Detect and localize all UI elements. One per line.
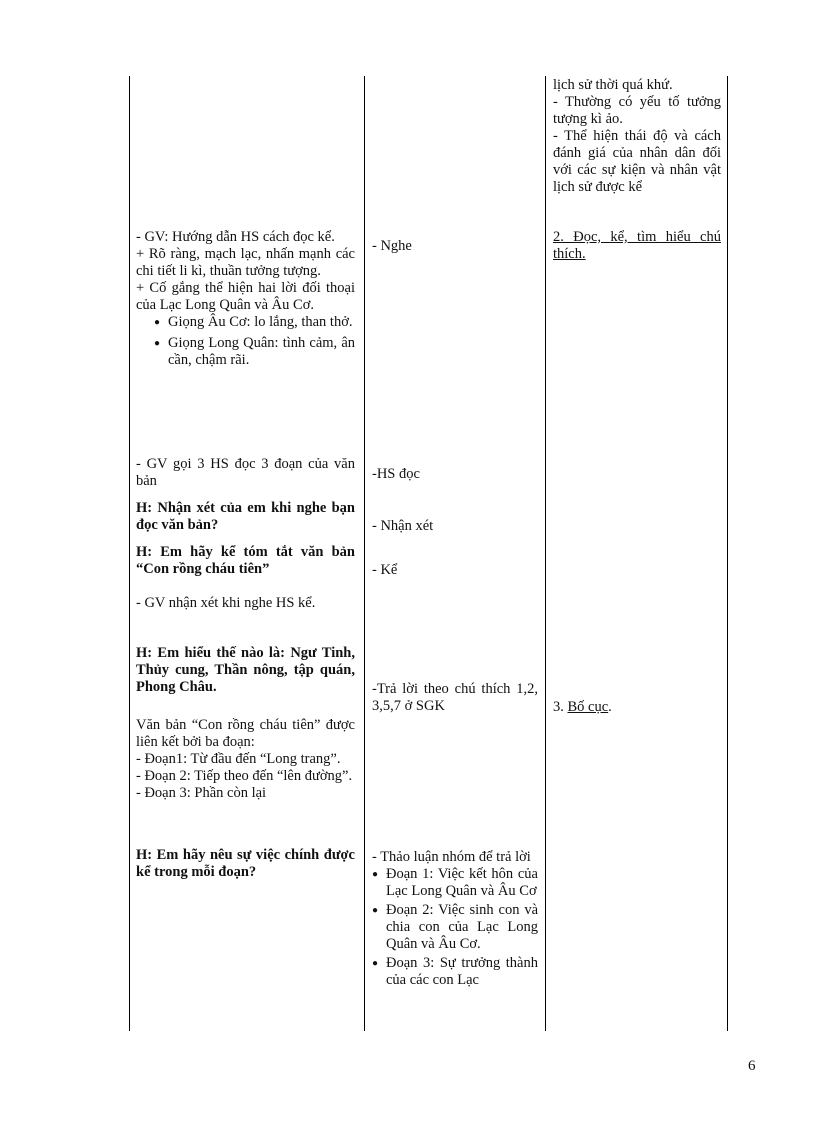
col2-discuss-block	[372, 849, 538, 989]
col2-discuss: - Thảo luận nhóm để trả lời	[372, 849, 531, 865]
col3-heading-2: 2. Đọc, kể, tìm hiểu chú thích.	[553, 229, 721, 262]
gv-guide: - GV: Hướng dẫn HS cách đọc kể.	[136, 229, 335, 245]
col2-hs-read: -HS đọc	[372, 466, 420, 482]
col2-listen: - Nghe	[372, 238, 412, 254]
question-4: H: Em hãy nêu sự việc chính được kể trong mỗi đoạn?	[136, 847, 355, 880]
bullet-text: Đoạn 3: Sự trưởng thành của các con Lạc	[386, 955, 538, 988]
bullet-text: Đoạn 2: Việc sinh con và chia con của Lạc Long Quân và Âu Cơ.	[386, 902, 538, 952]
plus-item-2: + Cố gắng thể hiện hai lời đối thoại của Lạc Long Quân và Âu Cơ.	[136, 280, 355, 313]
table-border-left	[129, 76, 130, 1031]
bullet-icon: ●	[154, 317, 161, 328]
bullet-icon: ●	[372, 958, 379, 969]
bullet-text: Đoạn 1: Việc kết hôn của Lạc Long Quân và Âu Cơ	[386, 866, 538, 899]
table-border-right	[727, 76, 728, 1031]
col3-summary	[553, 77, 721, 196]
gv-comment: - GV nhận xét khi nghe HS kể.	[136, 595, 316, 611]
heading3-link: Bố cục	[567, 699, 609, 715]
table-border-col2	[545, 76, 546, 1031]
list-item	[372, 955, 538, 989]
gv-call: - GV gọi 3 HS đọc 3 đoạn của văn bản	[136, 456, 355, 489]
heading3-suffix: .	[608, 699, 612, 715]
col2-comment: - Nhận xét	[372, 518, 434, 534]
col3-line: - Thể hiện thái độ và cách đánh giá của nhân dân đối với các sự kiện và nhân vật lịch sử được kể	[553, 128, 721, 195]
list-item	[372, 902, 538, 953]
segment-3: - Đoạn 3: Phần còn lại	[136, 785, 267, 801]
plus-item-1: + Rõ ràng, mạch lạc, nhấn mạnh các chi tiết li kì, thuần tưởng tượng.	[136, 246, 355, 279]
bullet-text: Giọng Long Quân: tình cảm, ân cần, chậm rãi.	[168, 335, 355, 368]
text-intro: Văn bản “Con rồng cháu tiên” được liên kết bởi ba đoạn:	[136, 717, 355, 750]
bullet-icon: ●	[372, 905, 379, 916]
question-2: H: Em hãy kể tóm tắt văn bản “Con rồng cháu tiên”	[136, 544, 355, 577]
segments-block	[136, 717, 355, 802]
table-border-col1	[364, 76, 365, 1031]
col3-heading-3	[553, 699, 721, 716]
gv-guide-block	[136, 229, 355, 369]
voice-bullet-long-quan	[154, 335, 355, 369]
list-item	[372, 866, 538, 900]
col2-tell: - Kể	[372, 562, 398, 578]
bullet-text: Giọng Âu Cơ: lo lắng, than thở.	[168, 314, 353, 330]
question-3: H: Em hiểu thế nào là: Ngư Tinh, Thủy cung, Thần nông, tập quán, Phong Châu.	[136, 645, 355, 695]
bullet-icon: ●	[372, 869, 379, 880]
voice-bullet-au-co	[154, 314, 355, 331]
col3-line: - Thường có yếu tố tưởng tượng kì ảo.	[553, 94, 721, 127]
col2-answer: -Trả lời theo chú thích 1,2, 3,5,7 ở SGK	[372, 681, 538, 714]
heading3-prefix: 3.	[553, 699, 568, 715]
col3-line: lịch sử thời quá khứ.	[553, 77, 673, 93]
page-number: 6	[748, 1058, 756, 1074]
segment-1: - Đoạn1: Từ đầu đến “Long trang”.	[136, 751, 341, 767]
segment-2: - Đoạn 2: Tiếp theo đến “lên đường”.	[136, 768, 353, 784]
bullet-icon: ●	[154, 338, 161, 349]
question-1: H: Nhận xét của em khi nghe bạn đọc văn bản?	[136, 500, 355, 533]
